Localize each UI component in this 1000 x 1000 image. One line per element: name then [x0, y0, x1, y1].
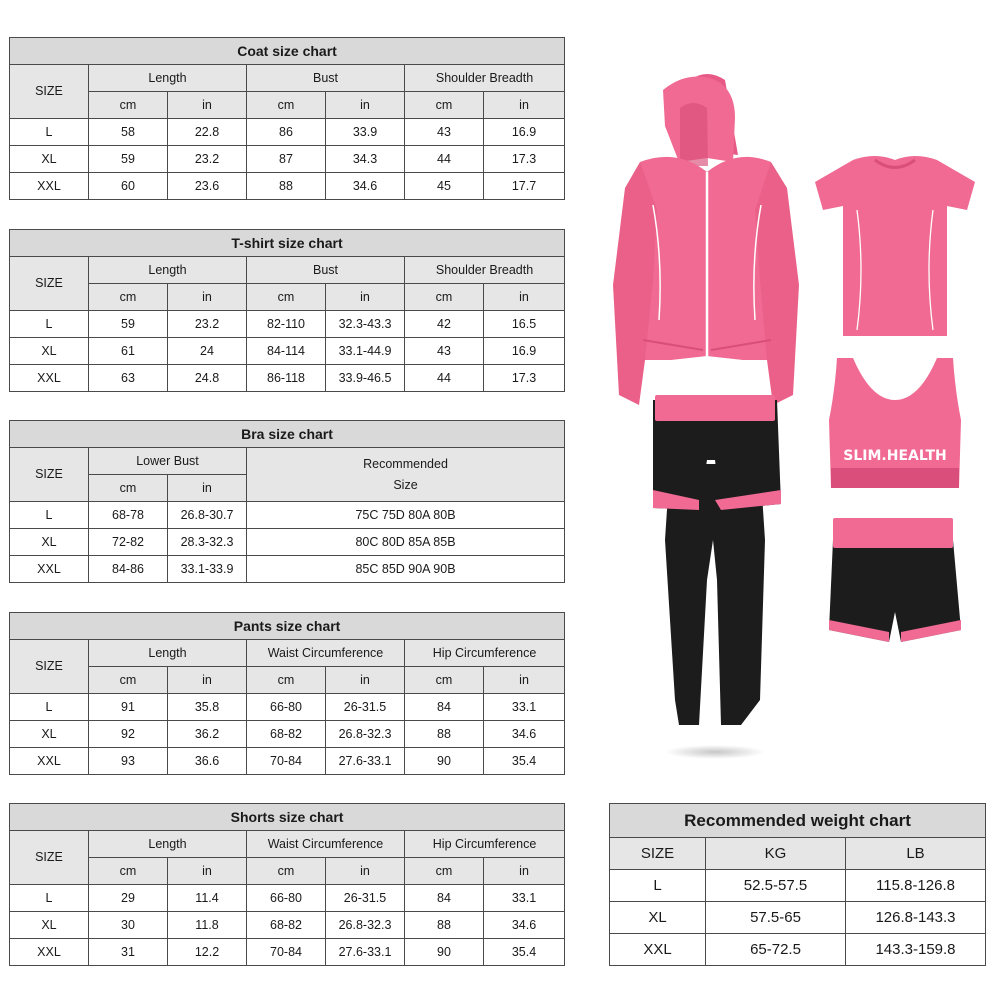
- group-header: Hip Circumference: [405, 640, 565, 667]
- recommended-line: Size: [393, 477, 418, 492]
- table-row: [10, 146, 565, 173]
- pants-size-chart: [9, 612, 565, 775]
- value-cell: 45: [405, 173, 484, 200]
- bra-print-text: SLIM.HEALTH: [843, 448, 947, 464]
- value-cell: 23.6: [168, 173, 247, 200]
- unit-header: in: [326, 858, 405, 885]
- table-row: [10, 119, 565, 146]
- tshirt-chart-title: T-shirt size chart: [10, 230, 565, 257]
- value-cell: 63: [89, 365, 168, 392]
- coat-chart-title: Coat size chart: [10, 38, 565, 65]
- size-header: SIZE: [10, 448, 89, 502]
- table-row: [10, 721, 565, 748]
- size-cell: XL: [10, 338, 89, 365]
- group-header: Waist Circumference: [247, 640, 405, 667]
- group-header: Waist Circumference: [247, 831, 405, 858]
- value-cell: 57.5-65: [706, 902, 846, 934]
- value-cell: 33.9-46.5: [326, 365, 405, 392]
- value-cell: 34.6: [484, 912, 565, 939]
- unit-header: cm: [247, 858, 326, 885]
- value-cell: 84: [405, 885, 484, 912]
- size-cell: XL: [610, 902, 706, 934]
- value-cell: 44: [405, 365, 484, 392]
- value-cell: 33.9: [326, 119, 405, 146]
- value-cell: 29: [89, 885, 168, 912]
- unit-header: cm: [405, 284, 484, 311]
- value-cell: 91: [89, 694, 168, 721]
- group-header: Shoulder Breadth: [405, 65, 565, 92]
- value-cell: 28.3-32.3: [168, 529, 247, 556]
- value-cell: 35.4: [484, 939, 565, 966]
- value-cell: 126.8-143.3: [846, 902, 986, 934]
- table-row: [10, 365, 565, 392]
- size-header: SIZE: [10, 640, 89, 694]
- weight-header-size: SIZE: [610, 838, 706, 870]
- value-cell: 59: [89, 311, 168, 338]
- value-cell: 32.3-43.3: [326, 311, 405, 338]
- size-cell: L: [610, 870, 706, 902]
- value-cell: 68-82: [247, 721, 326, 748]
- value-cell: 34.6: [484, 721, 565, 748]
- value-cell: 68-82: [247, 912, 326, 939]
- table-row: [10, 556, 565, 583]
- floor-shadow: [665, 745, 765, 759]
- value-cell: 26-31.5: [326, 885, 405, 912]
- unit-header: cm: [405, 667, 484, 694]
- size-cell: XL: [10, 912, 89, 939]
- value-cell: 11.8: [168, 912, 247, 939]
- unit-header: cm: [89, 475, 168, 502]
- value-cell: 84-86: [89, 556, 168, 583]
- value-cell: 90: [405, 939, 484, 966]
- group-header: Shoulder Breadth: [405, 257, 565, 284]
- unit-header: cm: [247, 667, 326, 694]
- group-header: Lower Bust: [89, 448, 247, 475]
- unit-header: in: [326, 284, 405, 311]
- value-cell: 115.8-126.8: [846, 870, 986, 902]
- size-cell: L: [10, 119, 89, 146]
- size-header: SIZE: [10, 257, 89, 311]
- value-cell: 65-72.5: [706, 934, 846, 966]
- value-cell: 17.3: [484, 365, 565, 392]
- table-row: [610, 934, 986, 966]
- coat-size-chart: [9, 37, 565, 200]
- value-cell: 86-118: [247, 365, 326, 392]
- value-cell: 84: [405, 694, 484, 721]
- unit-header: in: [168, 667, 247, 694]
- leggings-illustration: [653, 395, 781, 725]
- tshirt-size-chart: [9, 229, 565, 392]
- group-header: Hip Circumference: [405, 831, 565, 858]
- value-cell: 72-82: [89, 529, 168, 556]
- weight-header-lb: LB: [846, 838, 986, 870]
- unit-header: in: [168, 475, 247, 502]
- unit-header: cm: [247, 284, 326, 311]
- sports-bra-illustration: [829, 358, 961, 488]
- group-header: Bust: [247, 65, 405, 92]
- group-header: Length: [89, 65, 247, 92]
- size-header: SIZE: [10, 65, 89, 119]
- value-cell: 34.6: [326, 173, 405, 200]
- table-row: [10, 885, 565, 912]
- table-row: [10, 939, 565, 966]
- value-cell: 82-110: [247, 311, 326, 338]
- value-cell: 22.8: [168, 119, 247, 146]
- recommended-size-header: [247, 448, 565, 502]
- value-cell: 70-84: [247, 748, 326, 775]
- table-row: [10, 502, 565, 529]
- value-cell: 26-31.5: [326, 694, 405, 721]
- value-cell: 23.2: [168, 311, 247, 338]
- value-cell: 68-78: [89, 502, 168, 529]
- unit-header: in: [168, 284, 247, 311]
- value-cell: 80C 80D 85A 85B: [247, 529, 565, 556]
- value-cell: 92: [89, 721, 168, 748]
- value-cell: 60: [89, 173, 168, 200]
- value-cell: 33.1: [484, 694, 565, 721]
- value-cell: 88: [247, 173, 326, 200]
- weight-chart: [609, 803, 986, 966]
- value-cell: 88: [405, 721, 484, 748]
- value-cell: 34.3: [326, 146, 405, 173]
- tshirt-illustration: [815, 156, 975, 336]
- value-cell: 66-80: [247, 885, 326, 912]
- value-cell: 59: [89, 146, 168, 173]
- unit-header: in: [484, 92, 565, 119]
- size-cell: XXL: [10, 365, 89, 392]
- table-row: [10, 912, 565, 939]
- value-cell: 27.6-33.1: [326, 748, 405, 775]
- size-cell: XXL: [10, 173, 89, 200]
- product-illustration: [595, 60, 995, 780]
- value-cell: 84-114: [247, 338, 326, 365]
- unit-header: in: [484, 858, 565, 885]
- value-cell: 52.5-57.5: [706, 870, 846, 902]
- recommended-line: Recommended: [363, 457, 448, 472]
- unit-header: cm: [89, 667, 168, 694]
- value-cell: 85C 85D 90A 90B: [247, 556, 565, 583]
- unit-header: cm: [405, 858, 484, 885]
- unit-header: cm: [405, 92, 484, 119]
- group-header: Bust: [247, 257, 405, 284]
- value-cell: 26.8-32.3: [326, 912, 405, 939]
- value-cell: 86: [247, 119, 326, 146]
- value-cell: 33.1-44.9: [326, 338, 405, 365]
- value-cell: 88: [405, 912, 484, 939]
- value-cell: 35.4: [484, 748, 565, 775]
- table-row: [610, 902, 986, 934]
- size-cell: XL: [10, 721, 89, 748]
- value-cell: 87: [247, 146, 326, 173]
- value-cell: 11.4: [168, 885, 247, 912]
- table-row: [10, 694, 565, 721]
- unit-header: in: [168, 92, 247, 119]
- value-cell: 26.8-32.3: [326, 721, 405, 748]
- value-cell: 61: [89, 338, 168, 365]
- unit-header: cm: [247, 92, 326, 119]
- value-cell: 31: [89, 939, 168, 966]
- value-cell: 17.3: [484, 146, 565, 173]
- value-cell: 75C 75D 80A 80B: [247, 502, 565, 529]
- group-header: Length: [89, 640, 247, 667]
- weight-header-kg: KG: [706, 838, 846, 870]
- unit-header: cm: [89, 858, 168, 885]
- unit-header: in: [326, 667, 405, 694]
- value-cell: 70-84: [247, 939, 326, 966]
- size-cell: XXL: [10, 556, 89, 583]
- unit-header: in: [326, 92, 405, 119]
- value-cell: 93: [89, 748, 168, 775]
- value-cell: 23.2: [168, 146, 247, 173]
- size-cell: L: [10, 311, 89, 338]
- size-header: SIZE: [10, 831, 89, 885]
- value-cell: 16.9: [484, 338, 565, 365]
- value-cell: 27.6-33.1: [326, 939, 405, 966]
- size-cell: L: [10, 694, 89, 721]
- value-cell: 24.8: [168, 365, 247, 392]
- value-cell: 66-80: [247, 694, 326, 721]
- value-cell: 12.2: [168, 939, 247, 966]
- value-cell: 90: [405, 748, 484, 775]
- table-row: [10, 338, 565, 365]
- value-cell: 16.5: [484, 311, 565, 338]
- table-row: [10, 748, 565, 775]
- value-cell: 26.8-30.7: [168, 502, 247, 529]
- value-cell: 30: [89, 912, 168, 939]
- table-row: [610, 870, 986, 902]
- value-cell: 33.1: [484, 885, 565, 912]
- value-cell: 44: [405, 146, 484, 173]
- value-cell: 24: [168, 338, 247, 365]
- size-cell: L: [10, 885, 89, 912]
- bra-size-chart: [9, 420, 565, 583]
- size-cell: L: [10, 502, 89, 529]
- value-cell: 16.9: [484, 119, 565, 146]
- pants-chart-title: Pants size chart: [10, 613, 565, 640]
- size-cell: XXL: [10, 939, 89, 966]
- shorts-illustration: [829, 518, 961, 642]
- size-cell: XXL: [10, 748, 89, 775]
- unit-header: in: [484, 284, 565, 311]
- value-cell: 17.7: [484, 173, 565, 200]
- hooded-jacket-illustration: [613, 74, 799, 405]
- value-cell: 33.1-33.9: [168, 556, 247, 583]
- value-cell: 36.6: [168, 748, 247, 775]
- shorts-chart-title: Shorts size chart: [10, 804, 565, 831]
- unit-header: cm: [89, 92, 168, 119]
- table-row: [10, 311, 565, 338]
- unit-header: in: [168, 858, 247, 885]
- value-cell: 36.2: [168, 721, 247, 748]
- shorts-size-chart: [9, 803, 565, 966]
- value-cell: 42: [405, 311, 484, 338]
- group-header: Length: [89, 257, 247, 284]
- size-cell: XL: [10, 529, 89, 556]
- value-cell: 43: [405, 119, 484, 146]
- table-row: [10, 529, 565, 556]
- unit-header: in: [484, 667, 565, 694]
- size-cell: XL: [10, 146, 89, 173]
- weight-chart-title: Recommended weight chart: [610, 804, 986, 838]
- group-header: Length: [89, 831, 247, 858]
- unit-header: cm: [89, 284, 168, 311]
- bra-chart-title: Bra size chart: [10, 421, 565, 448]
- value-cell: 143.3-159.8: [846, 934, 986, 966]
- value-cell: 35.8: [168, 694, 247, 721]
- value-cell: 43: [405, 338, 484, 365]
- size-cell: XXL: [610, 934, 706, 966]
- table-row: [10, 173, 565, 200]
- value-cell: 58: [89, 119, 168, 146]
